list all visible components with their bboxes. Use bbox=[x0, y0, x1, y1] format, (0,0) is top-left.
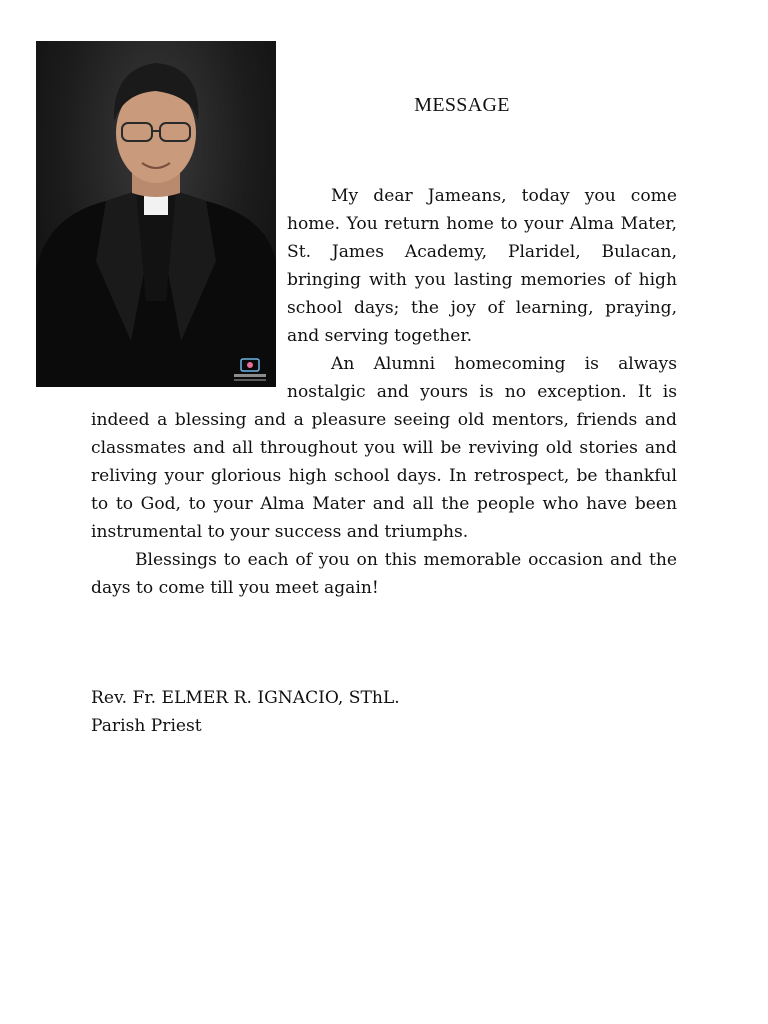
paragraph-welcome: My dear Jameans, today you come home. You return home to your Alma Mater, St. James Academy, Plaridel, Bulacan, bringing with you lasting memories of high school days; the joy of learning, praying, and serving together. bbox=[287, 186, 677, 346]
paragraph-blessings: Blessings to each of you on this memorable occasion and the days to come till you meet again! bbox=[91, 550, 677, 598]
signature-block bbox=[91, 684, 400, 740]
message-title: MESSAGE bbox=[414, 94, 510, 116]
message-body bbox=[91, 182, 677, 602]
signatory-role: Parish Priest bbox=[91, 716, 202, 736]
paragraph-homecoming: An Alumni homecoming is always nostalgic and yours is no exception. It is indeed a blessing and a pleasure seeing old mentors, friends and classmates and all throughout you will be reviving old stories and reliving your glorious high school days. In retrospect, be thankful to to God, to your Alma Mater and all the people who have been instrumental to your success and triumphs. bbox=[91, 354, 677, 542]
photo-text-wrap-spacer bbox=[91, 182, 287, 406]
signatory-name: Rev. Fr. ELMER R. IGNACIO, SThL. bbox=[91, 688, 400, 708]
